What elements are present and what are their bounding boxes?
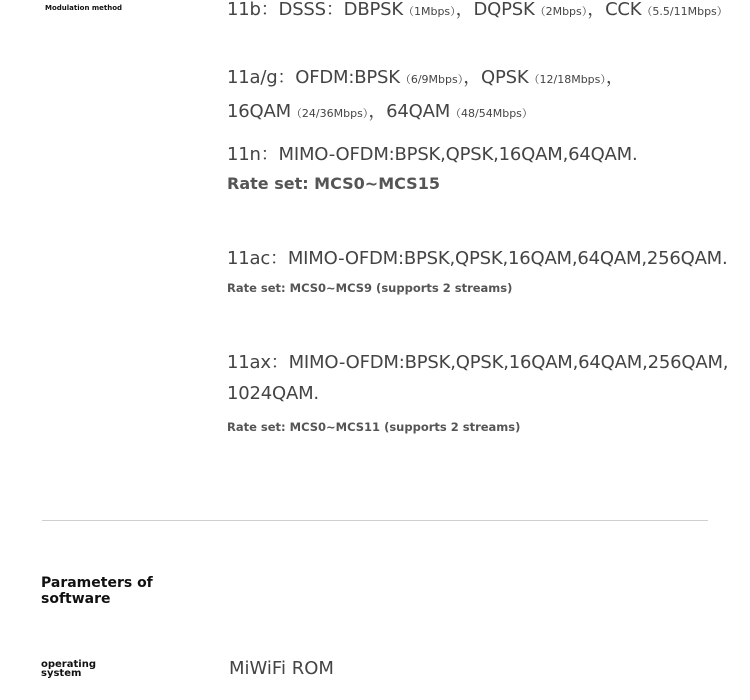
section-divider bbox=[42, 520, 708, 521]
mode-11b-rate-3: （5.5/11Mbps） bbox=[641, 5, 728, 18]
mode-11b-rate-1: （1Mbps） bbox=[402, 5, 456, 18]
mode-11ag-16qam: 16QAM bbox=[227, 101, 291, 122]
mode-11ag-line-1 bbox=[227, 63, 624, 89]
mode-11b-prefix: 11b：DSSS：DBPSK bbox=[227, 0, 403, 20]
mode-11ag-qpsk: ，QPSK bbox=[463, 67, 529, 88]
mode-11ac-text: 11ac：MIMO-OFDM:BPSK,QPSK,16QAM,64QAM,256QAM. bbox=[227, 248, 728, 269]
mode-11ag-rate-4: （48/54Mbps） bbox=[450, 107, 533, 120]
mode-11ag-rate-1: （6/9Mbps） bbox=[399, 73, 464, 86]
software-section-title: Parameters of software bbox=[41, 575, 153, 607]
mode-11b-rate-2: （2Mbps） bbox=[534, 5, 588, 18]
mode-11ax-text-line-1: 11ax：MIMO-OFDM:BPSK,QPSK,16QAM,64QAM,256QAM, bbox=[227, 352, 729, 373]
mode-11ax-text-line-2: 1024QAM. bbox=[227, 383, 319, 404]
mode-11n-rate-set: Rate set: MCS0~MCS15 bbox=[227, 174, 440, 193]
mode-11ag-end: ， bbox=[605, 67, 624, 88]
mode-11ax-rate-set: Rate set: MCS0~MCS11 (supports 2 streams) bbox=[227, 420, 521, 434]
operating-system-value: MiWiFi ROM bbox=[229, 658, 334, 679]
mode-11b-cck: ，CCK bbox=[587, 0, 642, 20]
modulation-method-label: Modulation method bbox=[45, 4, 123, 12]
mode-11ac-rate-set: Rate set: MCS0~MCS9 (supports 2 streams) bbox=[227, 281, 513, 295]
mode-11ag-line-2 bbox=[227, 97, 533, 123]
mode-11b-dqpsk: ，DQPSK bbox=[455, 0, 535, 20]
mode-11b-line bbox=[227, 0, 728, 21]
mode-11ag-64qam: ，64QAM bbox=[368, 101, 451, 122]
mode-11ag-prefix: 11a/g：OFDM:BPSK bbox=[227, 67, 400, 88]
mode-11ag-rate-2: （12/18Mbps） bbox=[528, 73, 606, 86]
mode-11ag-rate-3: （24/36Mbps） bbox=[290, 107, 369, 120]
operating-system-label: operating system bbox=[41, 659, 96, 679]
mode-11n-text: 11n：MIMO-OFDM:BPSK,QPSK,16QAM,64QAM. bbox=[227, 144, 638, 165]
